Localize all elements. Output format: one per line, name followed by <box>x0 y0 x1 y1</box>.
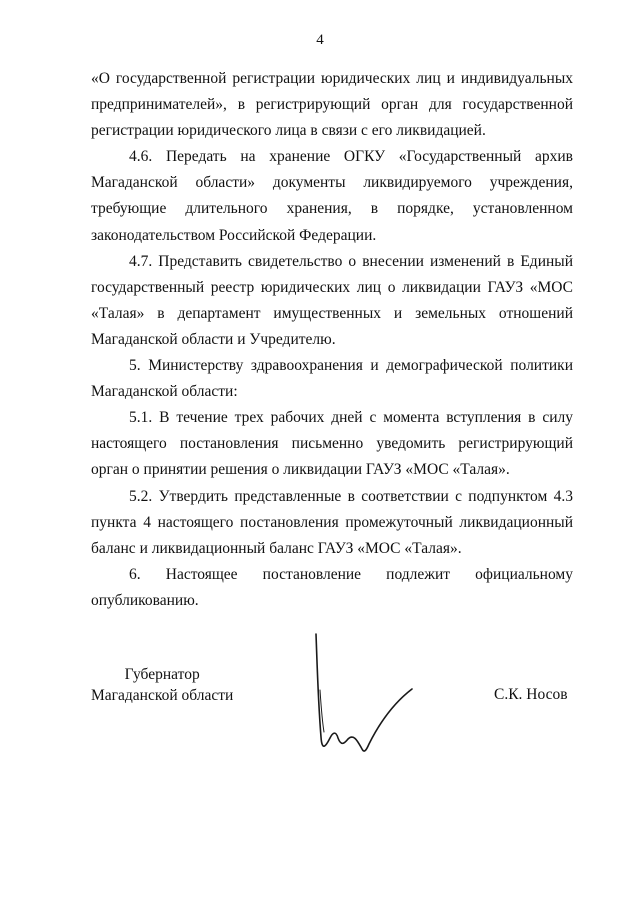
paragraph-5: 5. Министерству здравоохранения и демографической политики Магаданской области: <box>91 357 573 401</box>
paragraph-5-2: 5.2. Утвердить представленные в соответствии с подпунктом 4.3 пункта 4 настоящего постановления промежуточный ликвидационный баланс и ликвидационный баланс ГАУЗ «МОС «Талая». <box>91 487 573 557</box>
paragraph-continuation: «О государственной регистрации юридических лиц и индивидуальных предпринимателей», в регистрирующий орган для государственной регистрации юридического лица в связи с его ликвидацией. <box>91 70 573 140</box>
signer-name: С.К. Носов <box>494 686 568 703</box>
signer-title-line1: Губернатор <box>124 666 200 683</box>
paragraph-5-1: 5.1. В течение трех рабочих дней с момента вступления в силу настоящего постановления письменно уведомить регистрирующий орган о принятии решения о ликвидации ГАУЗ «МОС «Талая». <box>91 409 573 479</box>
page-number: 4 <box>316 32 324 48</box>
paragraph-4-7: 4.7. Представить свидетельство о внесении изменений в Единый государственный реестр юридических лиц о ликвидации ГАУЗ «МОС «Талая» в департамент имущественных и земельных отношений Магаданской области и Учредителю. <box>91 252 573 348</box>
signer-title-line2: Магаданской области <box>91 687 234 704</box>
paragraph-4-6: 4.6. Передать на хранение ОГКУ «Государственный архив Магаданской области» документы ликвидируемого учреждения, требующие длительного хранения, в порядке, установленном законодательством Российской Федерации. <box>91 148 573 244</box>
paragraph-6: 6. Настоящее постановление подлежит официальному опубликованию. <box>91 565 573 609</box>
